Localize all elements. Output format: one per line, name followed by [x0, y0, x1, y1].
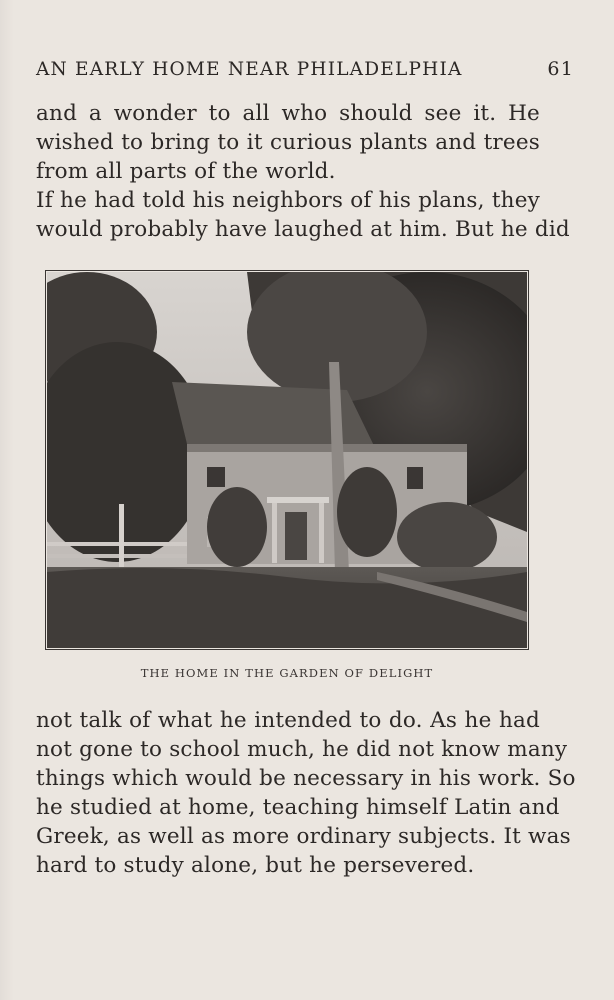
figure-photo-frame — [45, 270, 529, 650]
text-line: things which would be necessary in his work. So — [36, 766, 576, 791]
text-line: If he had told his neighbors of his plans, they — [36, 188, 540, 213]
figure-caption: THE HOME IN THE GARDEN OF DELIGHT — [140, 666, 434, 680]
text-line: wished to bring to it curious plants and trees — [36, 130, 540, 155]
text-line: Greek, as well as more ordinary subjects. It was — [36, 824, 571, 849]
text-line: hard to study alone, but he persevered. — [36, 853, 475, 878]
text-line: would probably have laughed at him. But he did — [36, 217, 570, 242]
paragraph-3 — [36, 706, 576, 880]
text-line: not talk of what he intended to do. As he had — [36, 708, 540, 733]
text-line: and a wonder to all who should see it. He — [36, 101, 540, 126]
running-head: AN EARLY HOME NEAR PHILADELPHIA — [36, 59, 463, 80]
paragraph-2 — [36, 186, 570, 244]
text-line: from all parts of the world. — [36, 159, 336, 184]
text-line: he studied at home, teaching himself Latin and — [36, 795, 560, 820]
paragraph-1 — [36, 99, 540, 186]
page-number: 61 — [547, 58, 574, 80]
photo-illustration — [47, 272, 527, 648]
house-garden-photo — [47, 272, 527, 648]
page-header — [36, 58, 574, 88]
text-line: not gone to school much, he did not know many — [36, 737, 568, 762]
